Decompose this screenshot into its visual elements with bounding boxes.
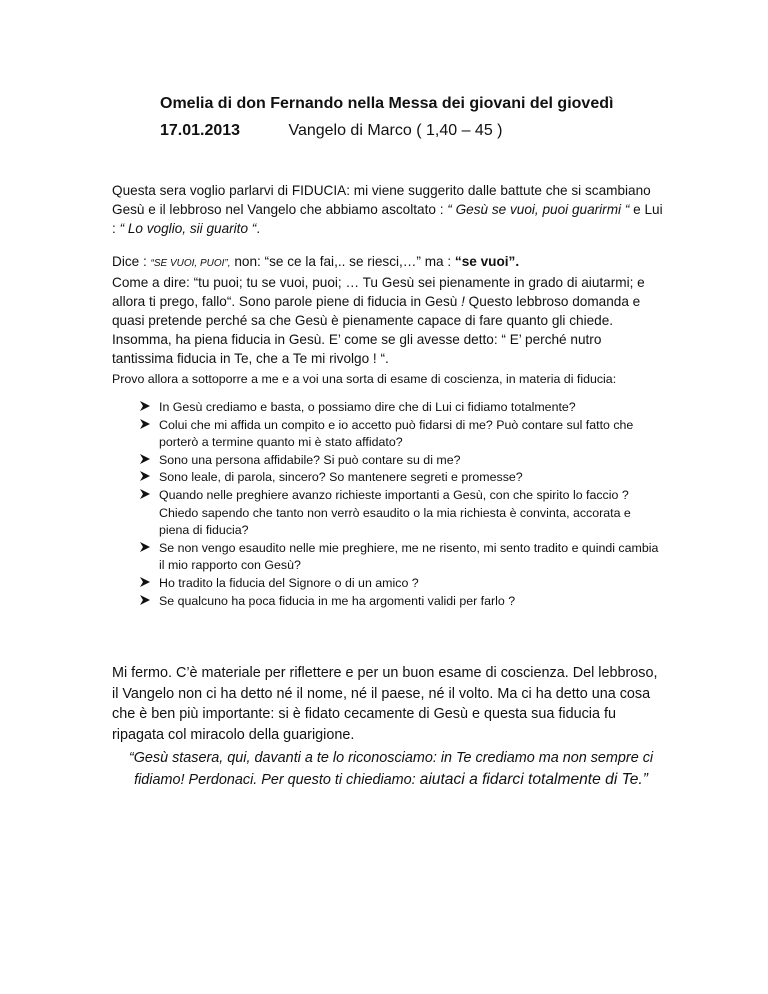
paragraph-dice — [112, 252, 664, 368]
subtitle-line — [160, 116, 720, 146]
paragraph-intro — [112, 181, 664, 238]
paragraph-esame — [112, 370, 664, 389]
arrowhead-bullet-icon — [139, 417, 153, 434]
conclusion-text: Mi fermo. C’è materiale per riflettere e per un buon esame di coscienza. Del lebbroso, il Vangelo non ci ha detto né il nome, né il paese, né il volto. Ma ci ha detto una cosa che è ben più importante: si è fidato cecamente di Gesù e questa sua fiducia fu ripagata col miracolo della guarigione. — [112, 665, 658, 743]
closing-prayer — [116, 747, 666, 791]
arrowhead-bullet-icon — [139, 399, 153, 416]
question-text: In Gesù crediamo e basta, o possiamo dire che di Lui ci fidiamo totalmente? — [159, 400, 576, 414]
esame-intro: Provo allora a sottoporre a me e a voi una sorta di esame di coscienza, in materia di fiducia: — [112, 372, 617, 386]
question-item — [139, 487, 659, 540]
question-text: Quando nelle preghiere avanzo richieste importanti a Gesù, con che spirito lo faccio ? Chiedo sapendo che tanto non verrò esaudito o la mia richiesta è convinta, accorata e piena di fiducia? — [159, 487, 631, 538]
question-item — [139, 593, 659, 611]
prayer-text: “Gesù stasera, qui, davanti a te lo riconosciamo: in Te crediamo ma non sempre ci fidiamo! Perdonaci. Per questo ti chiediamo: — [128, 750, 654, 788]
intro-end: . — [256, 221, 261, 236]
arrowhead-bullet-icon — [139, 452, 153, 469]
gospel-reference: Vangelo di Marco ( 1,40 – 45 ) — [288, 122, 503, 139]
question-list — [139, 399, 659, 610]
title-block — [160, 92, 720, 146]
question-text: Se qualcuno ha poca fiducia in me ha argomenti validi per farlo ? — [159, 593, 516, 608]
paragraph-conclusion — [112, 663, 664, 745]
question-item — [139, 452, 659, 470]
dice-label: Dice : — [112, 254, 151, 269]
question-item — [139, 469, 659, 487]
question-item — [139, 417, 659, 452]
leper-quote: “ Gesù se vuoi, puoi guarirmi “ — [447, 202, 630, 217]
se-vuoi-puoi-caps: “SE VUOI, PUOI”, — [150, 258, 231, 269]
non-text: non: “se ce la fai,.. se riesci,…” ma : — [230, 254, 455, 269]
question-item — [139, 575, 659, 593]
jesus-quote: “ Lo voglio, sii guarito “ — [119, 221, 257, 236]
question-item — [139, 399, 659, 417]
exclamation: ! — [461, 294, 465, 309]
lebbroso-text: Questo lebbroso domanda e quasi pretende perché sa che Gesù è pienamente capace di fare quanto gli chiede. Insomma, ha piena fiducia in Gesù. E’ come se gli avesse detto: “ E’ perché nutro tantissima fiducia in Te, che a Te mi rivolgo ! “. — [112, 294, 641, 366]
arrowhead-bullet-icon — [139, 487, 153, 504]
question-text: Sono leale, di parola, sincero? So mantenere segreti e promesse? — [159, 470, 523, 485]
come-a-dire-text: Come a dire: “tu puoi; tu se vuoi, puoi; … Tu Gesù sei pienamente in grado di aiutarmi; e allora ti prego, fallo“. Sono parole piene di fiducia in Gesù — [112, 275, 645, 309]
question-text: Se non vengo esaudito nelle mie preghiere, me ne risento, mi sento tradito e quindi cambia il mio rapporto con Gesù? — [159, 540, 659, 573]
arrowhead-bullet-icon — [139, 469, 153, 486]
question-text: Colui che mi affida un compito e io accetto può fidarsi di me? Può contare sul fatto che porterò a termine quanto mi è stato affidato? — [159, 417, 634, 450]
intro-mid: e Lui : — [112, 202, 663, 236]
homily-date: 17.01.2013 — [160, 122, 241, 139]
prayer-final: aiutaci a fidarci totalmente di Te.” — [419, 771, 648, 788]
arrowhead-bullet-icon — [139, 593, 153, 610]
question-text: Sono una persona affidabile? Si può contare su di me? — [159, 452, 461, 467]
intro-text: Questa sera voglio parlarvi di FIDUCIA: mi viene suggerito dalle battute che si scambiano Gesù e il lebbroso nel Vangelo che abbiamo ascoltato : — [112, 183, 651, 217]
homily-title: Omelia di don Fernando nella Messa dei giovani del giovedì — [160, 95, 614, 112]
arrowhead-bullet-icon — [139, 575, 153, 592]
arrowhead-bullet-icon — [139, 540, 153, 557]
question-text: Ho tradito la fiducia del Signore o di un amico ? — [159, 575, 419, 590]
se-vuoi-bold: “se vuoi”. — [454, 254, 520, 269]
question-item — [139, 540, 659, 575]
